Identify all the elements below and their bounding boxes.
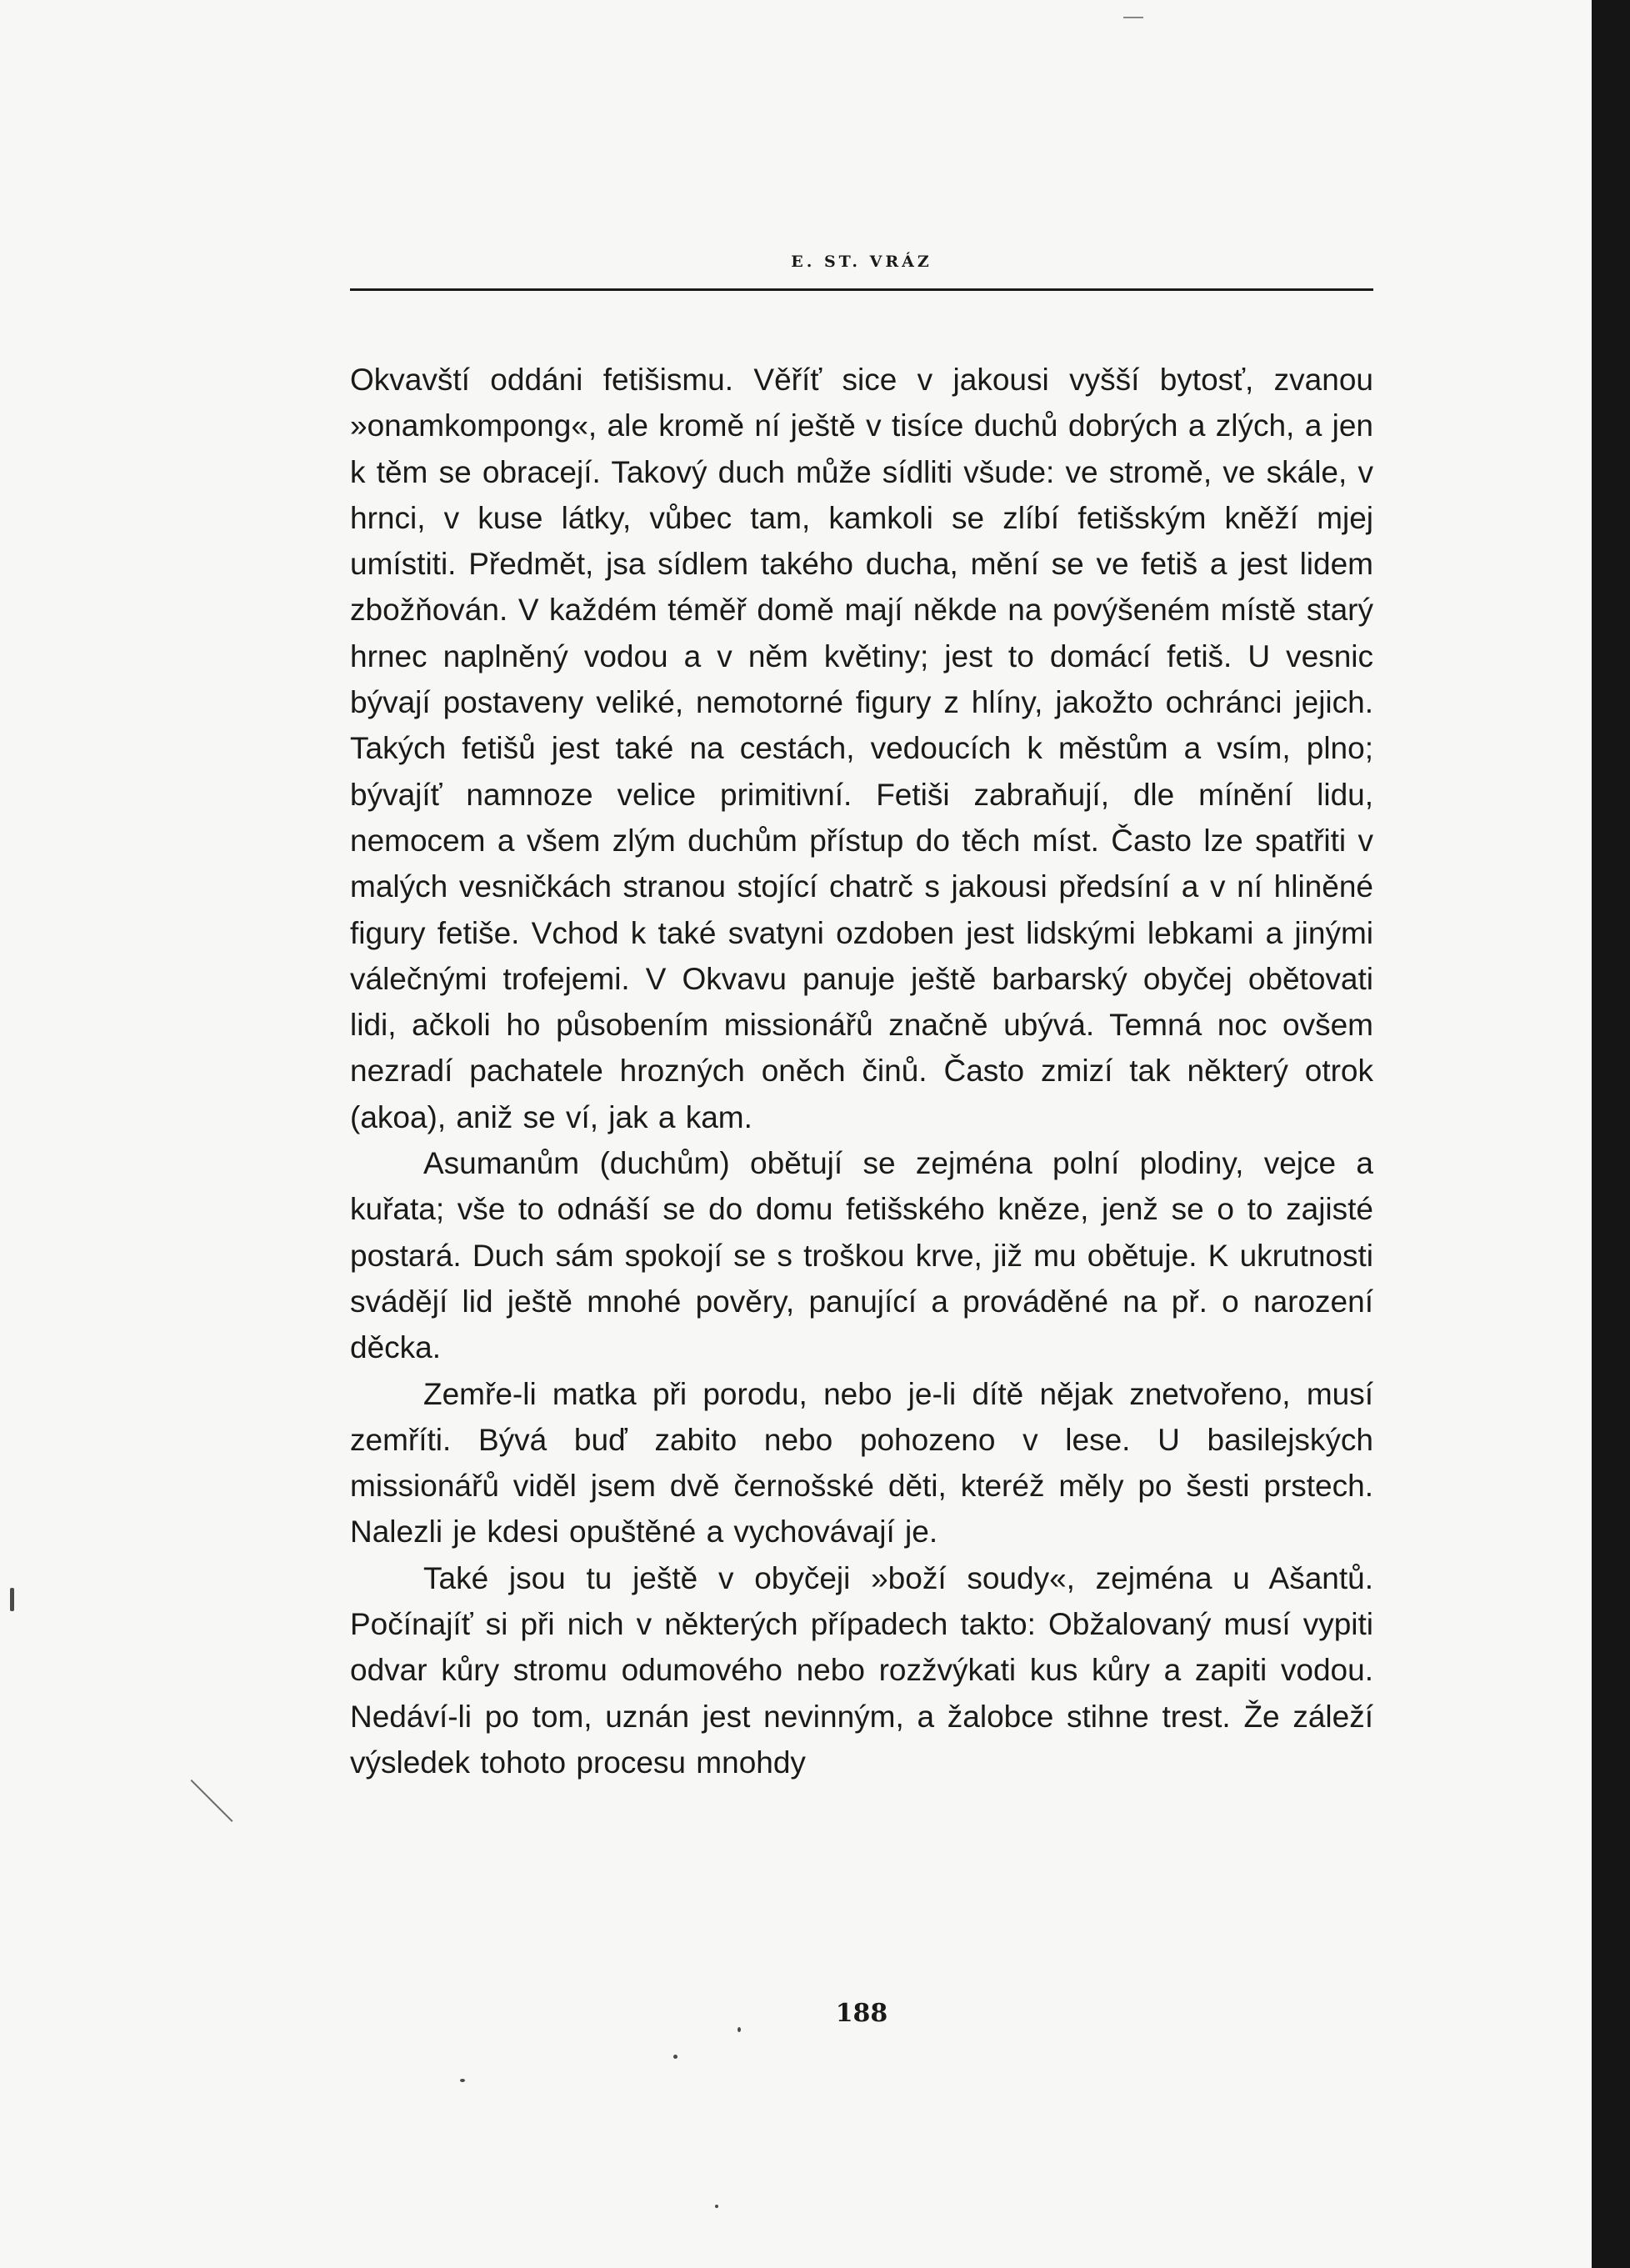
- scan-edge: [1592, 0, 1630, 2268]
- running-head: E. ST. VRÁZ: [791, 253, 932, 271]
- scan-speck: [738, 2027, 741, 2032]
- page-number: 188: [835, 1999, 888, 2028]
- scan-speck: [673, 2055, 678, 2059]
- paragraph-1: Okvavští oddáni fetišismu. Věříť sice v jakousi vyšší bytosť, zvanou »onamkompong«, ale kromě ní ještě v tisíce duchů dobrých a zlých, a jen k těm se obracejí. Takový duch může sídliti všude: ve stromě, ve skále, v hrnci, v kuse látky, vůbec tam, kamkoli se zlíbí fetišským kněží mjej umístiti. Předmět, jsa sídlem takého ducha, mění se ve fetiš a jest lidem zbožňován. V každém téměř domě mají někde na povýšeném místě starý hrnec naplněný vodou a v něm květiny; jest to domácí fetiš. U vesnic bývají postaveny veliké, nemotorné figury z hlíny, jakožto ochránci jejich. Takých fetišů jest také na cestách, vedoucích k městům a vsím, plno; bývajíť namnoze velice primitivní. Fetiši zabraňují, dle mínění lidu, nemocem a všem zlým duchům přístup do těch míst. Často lze spatřiti v malých vesničkách stranou stojící chatrč s jakousi předsíní a v ní hliněné figury fetiše. Vchod k také svatyni ozdoben jest lidskými lebkami a jinými válečnými trofejemi. V Okvavu panuje ještě barbarský obyčej obětovati lidi, ačkoli ho působením missionářů značně ubývá. Temná noc ovšem nezradí pachatele hrozných oněch činů. Často zmizí tak některý otrok (akoa), aniž se ví, jak a kam.: [350, 363, 1373, 1134]
- scan-speck: [460, 2079, 465, 2082]
- paragraph-4: Také jsou tu ještě v obyčeji »boží soudy«, zejména u Ašantů. Počínajíť si při nich v některých případech takto: Obžalovaný musí vypiti odvar kůry stromu odumového nebo rozžvýkati kus kůry a zapiti vodou. Nedáví-li po tom, uznán jest nevinným, a žalobce stihne trest. Že záleží výsledek tohoto procesu mnohdy: [350, 1560, 1373, 1780]
- paragraph-3: Zemře-li matka při porodu, nebo je-li dítě nějak znetvořeno, musí zemříti. Bývá buď zabito nebo pohozeno v lese. U basilejských missionářů viděl jsem dvě černošské děti, kteréž měly po šesti prstech. Nalezli je kdesi opuštěné a vychovávají je.: [350, 1376, 1373, 1550]
- body-text: [350, 357, 1373, 1785]
- paragraph-2: Asumanům (duchům) obětují se zejména polní plodiny, vejce a kuřata; vše to odnáší se do domu fetišského kněze, jenž se o to zajisté postará. Duch sám spokojí se s troškou krve, již mu obětuje. K ukrutnosti svádějí lid ještě mnohé pověry, panující a prováděné na př. o narození děcka.: [350, 1146, 1373, 1365]
- header-rule: [350, 288, 1373, 291]
- scan-speck: [10, 1588, 14, 1611]
- scan-speck: [715, 2205, 718, 2208]
- scan-scratch: [1123, 17, 1143, 18]
- scan-scratch: [191, 1780, 233, 1822]
